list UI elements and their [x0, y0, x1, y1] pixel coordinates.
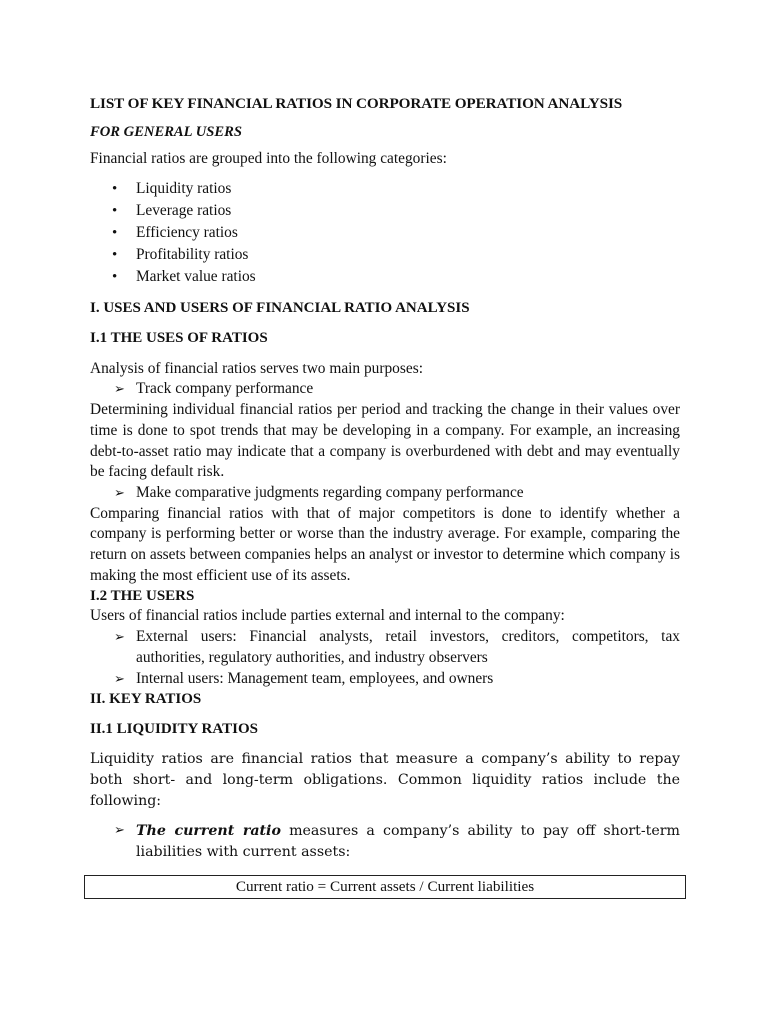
arrow-bullet-icon: ➢ — [114, 629, 125, 645]
current-ratio-formula-box — [84, 875, 686, 899]
item-text: Make comparative judgments regarding company performance — [136, 483, 524, 501]
list-item: • Profitability ratios — [90, 244, 680, 266]
current-ratio-description: measures a company’s ability to pay off short-term liabilities with current assets: — [136, 823, 680, 861]
users-lead: Users of financial ratios include parties external and internal to the company: — [90, 607, 565, 625]
category-list — [90, 178, 680, 288]
current-ratio-term: The current ratio — [136, 823, 281, 840]
arrow-bullet-icon: ➢ — [114, 381, 125, 397]
liquidity-lead: Liquidity ratios are financial ratios that measure a company’s ability to repay both short- and long-term obligations. Common liquidity ratios include the following: — [90, 751, 680, 809]
arrow-bullet-icon: ➢ — [114, 823, 125, 839]
section-1-2-heading: I.2 THE USERS — [90, 588, 195, 605]
users-item-external — [90, 627, 680, 668]
arrow-bullet-icon: ➢ — [114, 484, 125, 500]
current-ratio-item — [90, 821, 680, 862]
item-text: Internal users: Management team, employees, and owners — [136, 669, 494, 687]
formula-text: Current ratio = Current assets / Current liabilities — [235, 877, 535, 895]
list-item: • Efficiency ratios — [90, 222, 680, 244]
audience-subheading: FOR GENERAL USERS — [90, 124, 242, 140]
section-2-1-heading: II.1 LIQUIDITY RATIOS — [90, 721, 258, 738]
item-text: External users: Financial analysts, retail investors, creditors, competitors, tax authorities, regulatory authorities, and industry observers — [136, 628, 680, 666]
section-1-1-heading: I.1 THE USES OF RATIOS — [90, 329, 268, 346]
arrow-bullet-icon: ➢ — [114, 670, 125, 686]
list-item: • Liquidity ratios — [90, 178, 680, 200]
uses-item-compare — [90, 483, 680, 504]
uses-item-track — [90, 379, 680, 400]
intro-paragraph: Financial ratios are grouped into the following categories: — [90, 150, 447, 167]
document-page — [90, 94, 680, 899]
list-item: • Leverage ratios — [90, 200, 680, 222]
uses-paragraph-1: Determining individual financial ratios per period and tracking the change in their values over time is done to spot trends that may be developing in a company. For example, an increasing debt-to-asset ratio may indicate that a company is overburdened with debt and may eventually be facing default risk. — [90, 401, 680, 481]
users-item-internal — [90, 669, 680, 690]
uses-lead: Analysis of financial ratios serves two main purposes: — [90, 359, 423, 377]
document-title: LIST OF KEY FINANCIAL RATIOS IN CORPORATE OPERATION ANALYSIS — [90, 95, 623, 112]
section-1-heading: I. USES AND USERS OF FINANCIAL RATIO ANALYSIS — [90, 299, 470, 316]
list-item: • Market value ratios — [90, 266, 680, 288]
uses-paragraph-2: Comparing financial ratios with that of major competitors is done to identify whether a company is performing better or worse than the industry average. For example, comparing the return on assets between companies helps an analyst or investor to determine which company is making the most efficient use of its assets. — [90, 504, 680, 584]
item-text: Track company performance — [136, 380, 314, 398]
section-2-heading: II. KEY RATIOS — [90, 691, 202, 708]
